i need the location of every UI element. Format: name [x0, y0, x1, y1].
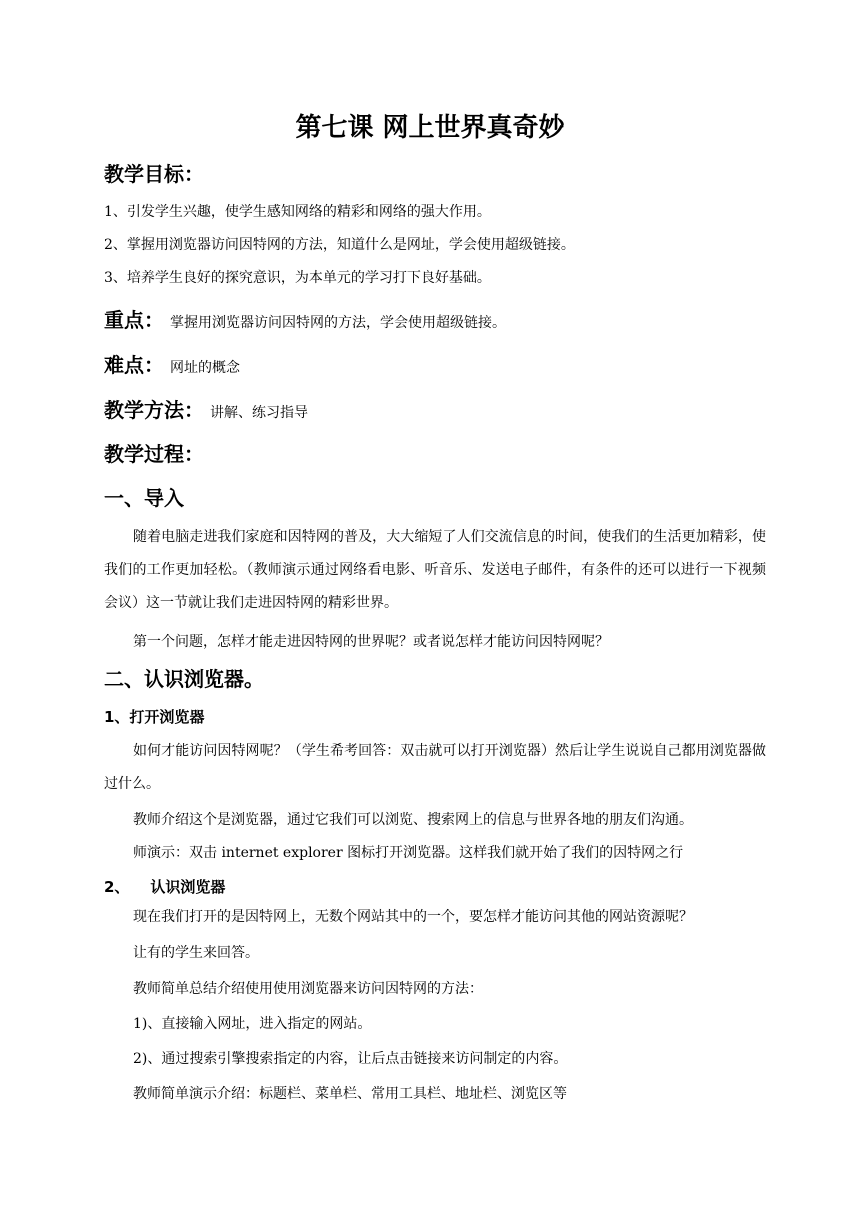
difficulty-line — [104, 351, 240, 382]
subsection2-line: 教师简单演示介绍：标题栏、菜单栏、常用工具栏、地址栏、浏览区等 — [133, 1086, 567, 1102]
lesson-title: 第七课 网上世界真奇妙 — [295, 113, 565, 143]
subsection2-line: 2)、通过搜索引擎搜索指定的内容，让后点击链接来访问制定的内容。 — [133, 1051, 568, 1067]
key-point-label: 重点： — [104, 308, 164, 332]
objective-item: 3、培养学生良好的探究意识，为本单元的学习打下良好基础。 — [104, 270, 491, 286]
method-label: 教学方法： — [104, 398, 204, 422]
section2-heading: 二、认识浏览器。 — [104, 667, 264, 691]
objective-item: 1、引发学生兴趣，使学生感知网络的精彩和网络的强大作用。 — [104, 204, 491, 220]
subsection2-line: 1)、直接输入网址，进入指定的网站。 — [133, 1016, 372, 1032]
key-point-line — [104, 306, 506, 337]
subsection1-paragraph: 教师介绍这个是浏览器，通过它我们可以浏览、搜索网上的信息与世界各地的朋友们沟通。 — [133, 812, 693, 828]
subsection1-paragraph: 如何才能访问因特网呢？（学生希考回答：双击就可以打开浏览器）然后让学生说说自己都用浏览器做过什么。 — [104, 743, 766, 792]
subsection1-paragraph: 师演示：双击 internet explorer 图标打开浏览器。这样我们就开始了我们的因特网之行 — [133, 845, 684, 861]
subsection2-heading: 2、 认识浏览器 — [104, 878, 226, 896]
section1-question: 第一个问题，怎样才能走进因特网的世界呢？或者说怎样才能访问因特网呢？ — [133, 634, 609, 650]
subsection2-line: 现在我们打开的是因特网上，无数个网站其中的一个，要怎样才能访问其他的网站资源呢？ — [133, 909, 693, 925]
objectives-heading: 教学目标： — [104, 162, 204, 186]
section1-heading: 一、导入 — [104, 486, 184, 510]
difficulty-text: 网址的概念 — [170, 360, 240, 376]
key-point-text: 掌握用浏览器访问因特网的方法，学会使用超级链接。 — [170, 315, 506, 331]
method-text: 讲解、练习指导 — [210, 405, 308, 421]
method-line — [104, 396, 308, 427]
section1-paragraph: 随着电脑走进我们家庭和因特网的普及，大大缩短了人们交流信息的时间，使我们的生活更加精彩，使我们的工作更加轻松。（教师演示通过网络看电影、听音乐、发送电子邮件，有条件的还可以进行一下视频会议）这一节就让我们走进因特网的精彩世界。 — [104, 529, 766, 611]
difficulty-label: 难点： — [104, 353, 164, 377]
subsection2-line: 教师简单总结介绍使用使用浏览器来访问因特网的方法： — [133, 981, 483, 997]
process-heading: 教学过程： — [104, 442, 204, 466]
objective-item: 2、掌握用浏览器访问因特网的方法，知道什么是网址，学会使用超级链接。 — [104, 237, 575, 253]
subsection1-heading: 1、打开浏览器 — [104, 708, 205, 726]
subsection2-line: 让有的学生来回答。 — [133, 945, 259, 961]
